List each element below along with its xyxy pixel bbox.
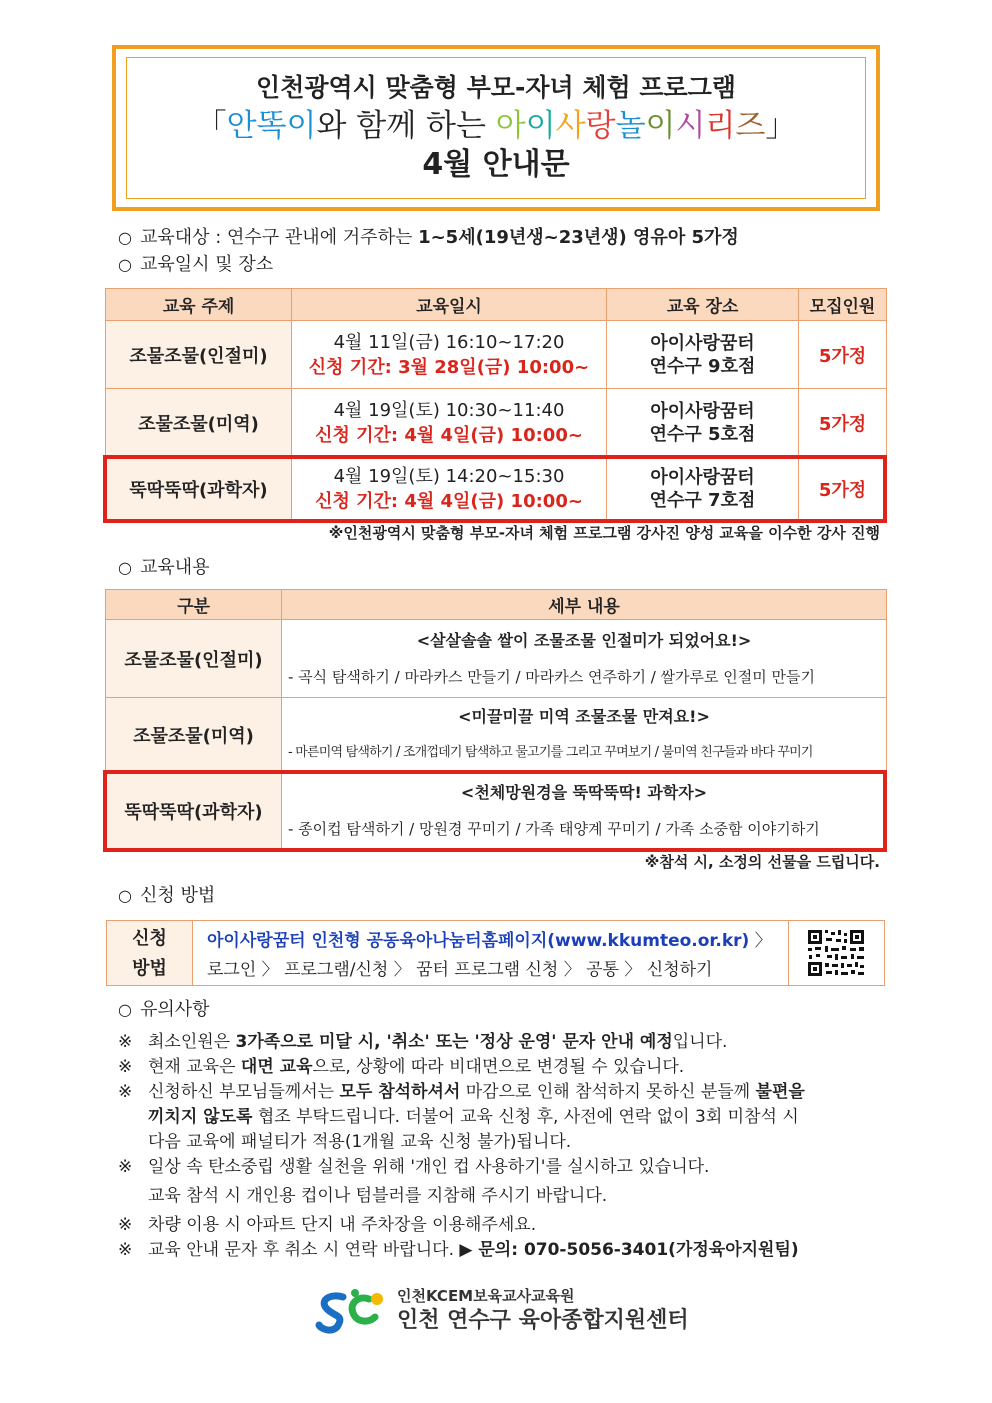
- note-mark: ※: [118, 1032, 133, 1052]
- detail-heading: <미끌미끌 미역 조물조물 만져요!>: [458, 706, 710, 726]
- note-text: 최소인원은: [148, 1032, 236, 1052]
- footer: [315, 1285, 695, 1335]
- date-text: 4월 11일(금) 16:10~17:20: [333, 331, 565, 353]
- detail-cell: [282, 620, 887, 698]
- note-item: [118, 1080, 805, 1105]
- note-text: 마감으로 인해 참석하지 못하신 분들께: [460, 1082, 756, 1102]
- apply-label-line: 방법: [132, 958, 167, 979]
- detail-heading: <살살솔솔 쌀이 조물조물 인절미가 되었어요!>: [416, 630, 752, 650]
- contact-info: ▶ 문의: 070-5056-3401(가정육아지원팀): [459, 1240, 799, 1260]
- bullet-icon: ○: [118, 1000, 132, 1019]
- highlight-box: [103, 455, 887, 523]
- title-line-1: 인천광역시 맞춤형 부모-자녀 체험 프로그램: [256, 73, 736, 102]
- content-line: [118, 556, 210, 580]
- detail-text: - 마른미역 탐색하기 / 조개껍데기 탐색하고 물고기를 그리고 꾸며보기 / 불미역 친구들과 바다 꾸미기: [288, 744, 813, 760]
- topic-cell: 조물조물(미역): [106, 389, 292, 457]
- date-cell: [292, 389, 607, 457]
- note-item: [118, 1155, 805, 1180]
- series-char: 사: [555, 108, 586, 144]
- note-item: [118, 1055, 805, 1080]
- note-text: 일상 속 탄소중립 생활 실천을 위해 '개인 컵 사용하기'를 실시하고 있습니다.: [148, 1157, 710, 1177]
- title-name-blue: 안똑이: [226, 108, 317, 144]
- date-text: 4월 19일(토) 14:20~15:30: [333, 465, 565, 487]
- title-frame: [112, 45, 880, 211]
- notes-line: [118, 998, 210, 1022]
- col-header: 모집인원: [799, 289, 887, 321]
- series-char: 리: [705, 108, 736, 144]
- series-char: 이: [525, 108, 556, 144]
- place-name: 아이사랑꿈터: [650, 466, 755, 488]
- place-name: 아이사랑꿈터: [650, 332, 755, 354]
- detail-cell: [282, 698, 887, 772]
- apply-line: [118, 884, 215, 908]
- apply-period: 신청 기간: 4월 4일(금) 10:00~: [315, 490, 583, 512]
- note-mark: ※: [118, 1057, 133, 1077]
- note-text: 협조 부탁드립니다. 더불어 교육 신청 후, 사전에 연락 없이 3회 미참석 시: [252, 1107, 799, 1127]
- bullet-icon: ○: [118, 255, 132, 274]
- schedule-label: 교육일시 및 장소: [139, 254, 274, 275]
- series-char: 아: [495, 108, 526, 144]
- apply-period: 신청 기간: 4월 4일(금) 10:00~: [315, 424, 583, 446]
- note-text: 교육 참석 시 개인용 컵이나 텀블러를 지참해 주시기 바랍니다.: [148, 1186, 608, 1206]
- apply-period: 신청 기간: 3월 28일(금) 10:00~: [308, 356, 590, 378]
- col-header: 교육 주제: [106, 289, 292, 321]
- chevron-right-icon: 〉: [754, 931, 772, 951]
- target-label: 교육대상 : 연수구 관내에 거주하는: [139, 227, 419, 248]
- note-text: 으로, 상황에 따라 비대면으로 변경될 수 있습니다.: [312, 1057, 685, 1077]
- note-item: [118, 1213, 805, 1238]
- notes-list: [118, 1030, 805, 1263]
- place-cell: [607, 389, 799, 457]
- series-char: 이: [645, 108, 676, 144]
- note-bold: 모두 참석하셔서: [339, 1082, 461, 1102]
- series-char: 즈: [735, 108, 766, 144]
- place-branch: 연수구 5호점: [649, 423, 756, 445]
- schedule-line: [118, 253, 273, 277]
- bullet-icon: ○: [118, 886, 132, 905]
- series-char: 시: [675, 108, 706, 144]
- table-row: [106, 620, 887, 698]
- series-char: 놀: [615, 108, 646, 144]
- bullet-icon: ○: [118, 228, 132, 247]
- capacity-cell: 5가정: [799, 457, 887, 521]
- category-cell: 조물조물(미역): [106, 698, 282, 772]
- title-inner-frame: [126, 57, 866, 199]
- notes-label: 유의사항: [139, 999, 210, 1020]
- table-row: [106, 321, 887, 389]
- note-mark: ※: [118, 1215, 133, 1235]
- capacity-cell: 5가정: [799, 321, 887, 389]
- schedule-note: ※인천광역시 맞춤형 부모-자녀 체험 프로그램 강사진 양성 교육을 이수한 강사 진행: [328, 524, 880, 542]
- title-bracket-close: 」: [765, 108, 797, 144]
- note-bold: 3가족으로 미달 시, '취소' 또는 '정상 운영' 문자 안내 예정: [235, 1032, 673, 1052]
- note-item: [118, 1030, 805, 1055]
- date-cell: [292, 321, 607, 389]
- topic-cell: 뚝딱뚝딱(과학자): [106, 457, 292, 521]
- category-cell: 조물조물(인절미): [106, 620, 282, 698]
- place-cell: [607, 321, 799, 389]
- title-line-2: [127, 106, 865, 146]
- detail-text: - 종이컵 탐색하기 / 망원경 꾸미기 / 가족 태양계 꾸미기 / 가족 소중함 이야기하기: [288, 819, 820, 838]
- apply-box: [106, 920, 885, 986]
- note-item: [118, 1130, 805, 1155]
- apply-label-line: 신청: [132, 928, 167, 949]
- note-text: 입니다.: [672, 1032, 728, 1052]
- note-bold: 끼치지 않도록: [148, 1107, 253, 1127]
- apply-label: 신청 방법: [139, 885, 216, 906]
- apply-site-link[interactable]: 아이사랑꿈터 인천형 공동육아나눔터홈페이지(www.kkumteo.or.kr): [207, 931, 750, 951]
- note-mark: ※: [118, 1082, 133, 1102]
- title-middle: 와 함께 하는: [316, 108, 496, 144]
- date-text: 4월 19일(토) 10:30~11:40: [333, 399, 565, 421]
- category-cell: 뚝딱뚝딱(과학자): [106, 772, 282, 850]
- apply-body: [207, 927, 772, 985]
- detail-text: - 곡식 탐색하기 / 마라카스 만들기 / 마라카스 연주하기 / 쌀가루로 인절미 만들기: [288, 667, 815, 686]
- note-text: 다음 교육에 패널티가 적용(1개월 교육 신청 불가)됩니다.: [148, 1132, 572, 1152]
- capacity-cell: 5가정: [799, 389, 887, 457]
- place-branch: 연수구 7호점: [649, 489, 756, 511]
- table-row: [106, 389, 887, 457]
- footer-org-2: 인천 연수구 육아종합지원센터: [397, 1308, 689, 1333]
- place-name: 아이사랑꿈터: [650, 400, 755, 422]
- note-bold: 불편을: [755, 1082, 805, 1102]
- note-text: 차량 이용 시 아파트 단지 내 주차장을 이용해주세요.: [148, 1215, 537, 1235]
- note-item: [118, 1238, 805, 1263]
- title-line-3: 4월 안내문: [422, 147, 570, 182]
- note-mark: ※: [118, 1240, 133, 1260]
- table-header-row: [106, 590, 887, 620]
- highlight-box: [103, 770, 887, 852]
- note-text: 신청하신 부모님들께서는: [148, 1082, 340, 1102]
- target-bold: 1~5세(19년생~23년생) 영유아 5가정: [418, 227, 739, 248]
- center-logo-icon: [315, 1285, 395, 1335]
- qr-code-icon[interactable]: [788, 921, 884, 985]
- detail-heading: <천체망원경을 뚝딱뚝딱! 과학자>: [460, 782, 708, 802]
- series-char: 랑: [585, 108, 616, 144]
- table-row: [106, 698, 887, 772]
- col-header: 교육 장소: [607, 289, 799, 321]
- note-text: 현재 교육은: [148, 1057, 241, 1077]
- note-text: 교육 안내 문자 후 취소 시 연락 바랍니다.: [148, 1240, 460, 1260]
- col-header: 교육일시: [292, 289, 607, 321]
- target-line: [118, 226, 739, 250]
- place-branch: 연수구 9호점: [649, 355, 756, 377]
- apply-steps: 로그인 〉 프로그램/신청 〉 꿈터 프로그램 신청 〉 공통 〉 신청하기: [207, 960, 713, 980]
- note-bold: 대면 교육: [240, 1057, 313, 1077]
- apply-label-cell: [107, 921, 193, 985]
- content-note: ※참석 시, 소정의 선물을 드립니다.: [644, 853, 880, 871]
- title-bracket-open: 「: [195, 108, 227, 144]
- content-label: 교육내용: [139, 557, 210, 578]
- col-header: 구분: [106, 590, 282, 620]
- footer-org-1: 인천KCEM보육교사교육원: [397, 1287, 575, 1305]
- table-header-row: [106, 289, 887, 321]
- note-item: [118, 1105, 805, 1130]
- note-item: [118, 1184, 805, 1209]
- note-mark: ※: [118, 1157, 133, 1177]
- bullet-icon: ○: [118, 558, 132, 577]
- col-header: 세부 내용: [282, 590, 887, 620]
- topic-cell: 조물조물(인절미): [106, 321, 292, 389]
